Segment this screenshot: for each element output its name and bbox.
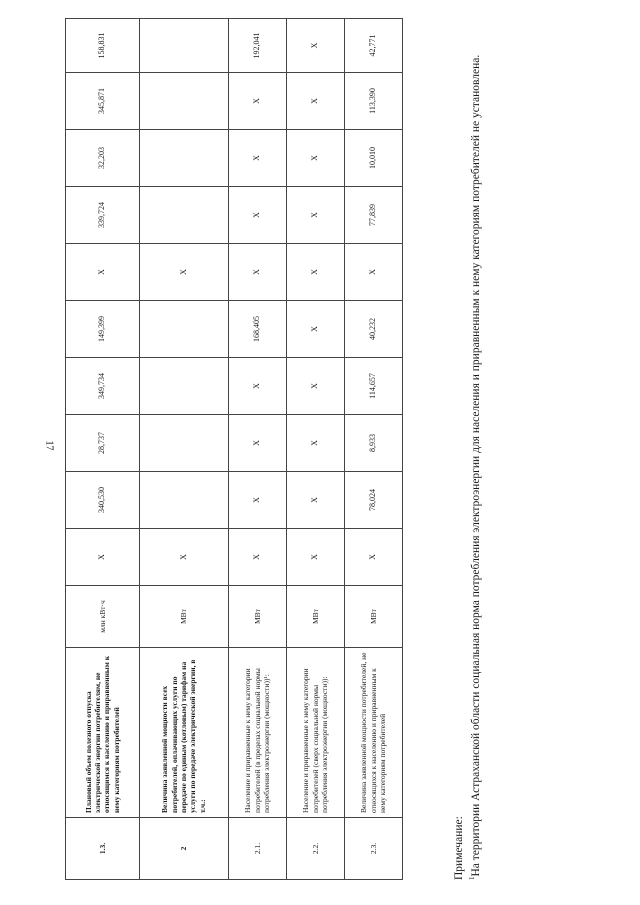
row-number: 2.3. xyxy=(344,818,402,880)
value-cell: 192,041 xyxy=(228,19,286,73)
value-cell: 42,771 xyxy=(344,19,402,73)
value-cell: 10,010 xyxy=(344,130,402,187)
value-cell: X xyxy=(139,529,228,586)
value-cell xyxy=(139,19,228,73)
value-cell: X xyxy=(286,415,344,472)
value-cell: X xyxy=(286,19,344,73)
value-cell: X xyxy=(228,244,286,301)
table-row xyxy=(344,19,402,880)
row-description: Население и приравненные к нему категории потребителей (сверх социальной нормы потребления электроэнергии (мощности)): xyxy=(286,648,344,818)
row-description: Население и приравненные к нему категории потребителей (в пределах социальной нормы потребления электроэнергии (мощности))¹: xyxy=(228,648,286,818)
value-cell: 158,831 xyxy=(66,19,140,73)
note-block xyxy=(452,20,484,880)
value-cell: 77,839 xyxy=(344,187,402,244)
value-cell: X xyxy=(286,187,344,244)
value-cell: X xyxy=(344,529,402,586)
value-cell: X xyxy=(228,472,286,529)
value-cell: 8,933 xyxy=(344,415,402,472)
value-cell: 345,871 xyxy=(66,73,140,130)
value-cell: 114,657 xyxy=(344,358,402,415)
value-cell: X xyxy=(228,130,286,187)
value-cell: X xyxy=(286,472,344,529)
value-cell xyxy=(139,415,228,472)
value-cell: X xyxy=(286,130,344,187)
tariff-table xyxy=(65,18,403,880)
value-cell xyxy=(139,73,228,130)
value-cell: 78,024 xyxy=(344,472,402,529)
value-cell: X xyxy=(228,358,286,415)
value-cell: X xyxy=(286,529,344,586)
value-cell: X xyxy=(286,358,344,415)
table-row xyxy=(139,19,228,880)
row-description: Величина заявленной мощности всех потребителей, оплачивающих услуги по передаче по единым (котловым) тарифам на услуги по передаче электрической энергии, в т.ч.: xyxy=(139,648,228,818)
footnote-mark: 1 xyxy=(467,876,476,880)
row-unit: МВт xyxy=(344,586,402,648)
value-cell: X xyxy=(228,529,286,586)
row-number: 2.2. xyxy=(286,818,344,880)
value-cell: 28,737 xyxy=(66,415,140,472)
row-description: Плановый объем полезного отпуска электрической энергии потребителям, не относящимся к населению и приравненным к нему категориям потребителей xyxy=(66,648,140,818)
value-cell: 339,724 xyxy=(66,187,140,244)
value-cell: X xyxy=(228,187,286,244)
value-cell xyxy=(139,130,228,187)
value-cell: X xyxy=(66,529,140,586)
value-cell: X xyxy=(228,415,286,472)
value-cell xyxy=(139,472,228,529)
row-number: 2.1. xyxy=(228,818,286,880)
note-heading: Примечание: xyxy=(453,816,465,880)
value-cell: X xyxy=(139,244,228,301)
value-cell: X xyxy=(286,73,344,130)
row-unit: млн кВт·ч xyxy=(66,586,140,648)
value-cell xyxy=(139,358,228,415)
note-text xyxy=(468,20,484,880)
value-cell: 340,530 xyxy=(66,472,140,529)
row-number: 1.3. xyxy=(66,818,140,880)
value-cell: 168,405 xyxy=(228,301,286,358)
value-cell: X xyxy=(286,244,344,301)
row-unit: МВт xyxy=(228,586,286,648)
row-unit: МВт xyxy=(139,586,228,648)
value-cell: X xyxy=(66,244,140,301)
page-number: 17 xyxy=(43,440,55,451)
value-cell xyxy=(139,301,228,358)
footnote-text: На территории Астраханской области социальная норма потребления электроэнергии для населения и приравненным к нему категориям потребителей не установлена. xyxy=(469,54,482,877)
value-cell xyxy=(139,187,228,244)
value-cell: 113,390 xyxy=(344,73,402,130)
row-description: Величина заявленной мощности потребителей, не относящихся к населению и приравненным к нему категориям потребителей xyxy=(344,648,402,818)
tariff-table-rotated xyxy=(65,20,403,880)
value-cell: X xyxy=(344,244,402,301)
value-cell: 149,399 xyxy=(66,301,140,358)
table-row xyxy=(66,19,140,880)
table-row xyxy=(286,19,344,880)
row-number: 2 xyxy=(139,818,228,880)
value-cell: X xyxy=(228,73,286,130)
value-cell: 40,232 xyxy=(344,301,402,358)
value-cell: X xyxy=(286,301,344,358)
table-row xyxy=(228,19,286,880)
value-cell: 349,734 xyxy=(66,358,140,415)
value-cell: 32,203 xyxy=(66,130,140,187)
row-unit: МВт xyxy=(286,586,344,648)
